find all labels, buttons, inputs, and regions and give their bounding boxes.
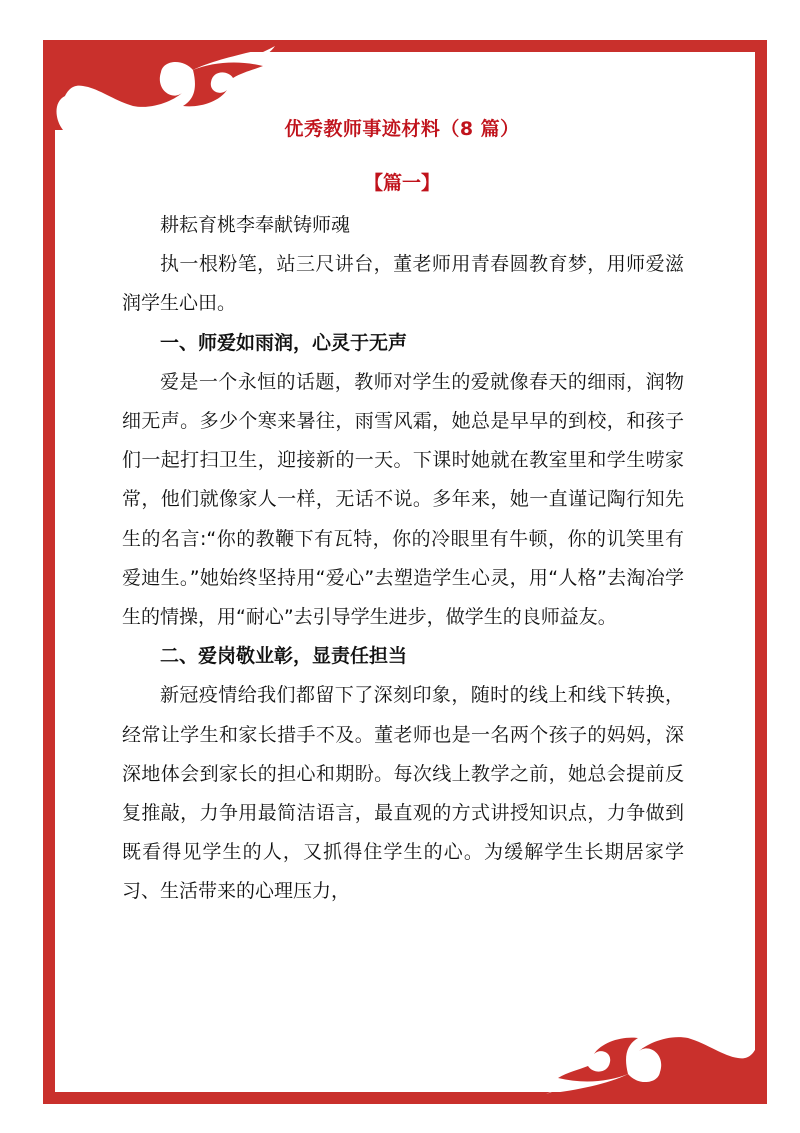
cloud-ornament-bottom-right-icon	[538, 1010, 767, 1104]
section-heading-1: 一、师爱如雨润，心灵于无声	[160, 331, 408, 354]
section-heading-2: 二、爱岗敬业彰，显责任担当	[160, 645, 408, 668]
paragraph-body-2: 新冠疫情给我们都留下了深刻印象，随时的线上和线下转换，经常让学生和家长措手不及。董老师也是一名两个孩子的妈妈，深深地体会到家长的担心和期盼。每次线上教学之前，她总会提前反复推敲，力争用最简洁语言，最直观的方式讲授知识点，力争做到既看得见学生的人，又抓得住学生的心。为缓解学生长期居家学习、生活带来的心理压力，	[122, 684, 684, 903]
section-label: 【篇一】	[363, 172, 440, 194]
paragraph-subtitle: 耕耘育桃李奉献铸师魂	[160, 214, 351, 236]
document-body	[122, 206, 684, 912]
paragraph-intro: 执一根粉笔，站三尺讲台，董老师用青春圆教育梦，用师爱滋润学生心田。	[122, 253, 684, 315]
paragraph-body-1: 爱是一个永恒的话题，教师对学生的爱就像春天的细雨，润物细无声。多少个寒来暑往，雨雪风霜，她总是早早的到校，和孩子们一起打扫卫生，迎接新的一天。下课时她就在教室里和学生唠家常，他们就像家人一样，无话不说。多年来，她一直谨记陶行知先生的名言:“你的教鞭下有瓦特，你的冷眼里有牛顿，你的讥笑里有爱迪生。”她始终坚持用“爱心”去塑造学生心灵，用“人格”去淘冶学生的情操，用“耐心”去引导学生进步，做学生的良师益友。	[122, 370, 684, 629]
document-title: 优秀教师事迹材料（8 篇）	[284, 118, 520, 140]
